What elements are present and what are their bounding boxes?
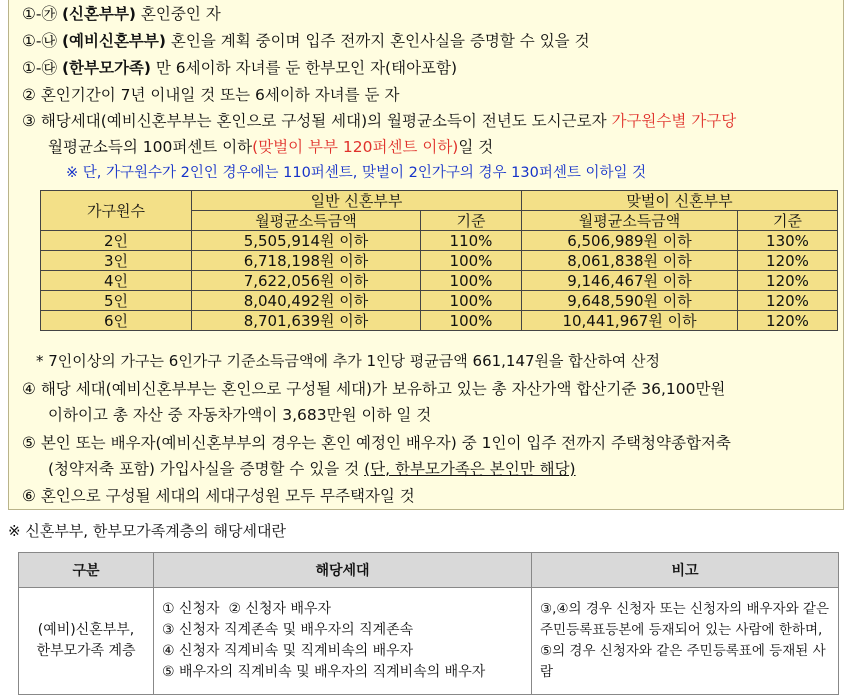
criterion-savings-cont: (청약저축 포함) 가입사실을 증명할 수 있을 것 (단, 한부모가족은 본인만 해당): [48, 460, 576, 478]
col-category: 구분: [19, 553, 154, 588]
col-general: 일반 신혼부부: [192, 191, 522, 211]
col-general-standard: 기준: [421, 211, 522, 231]
criterion-income: ③ 해당세대(예비신혼부부는 혼인으로 구성될 세대)의 월평균소득이 전년도 도시근로자 가구원수별 가구당: [22, 112, 737, 130]
col-members: 가구원수: [41, 191, 192, 231]
household-note: ※ 신혼부부, 한부모가족계층의 해당세대란: [8, 522, 286, 540]
category-cell: (예비)신혼부부, 한부모가족 계층: [19, 588, 154, 695]
list-item: ④ 신청자 직계비속 및 직계비속의 배우자: [162, 643, 414, 659]
table-row: 3인 6,718,198원 이하 100% 8,061,838원 이하 120%: [41, 251, 838, 271]
income-exception-note: ※ 단, 가구원수가 2인인 경우에는 110퍼센트, 맞벌이 2인가구의 경우 130퍼센트 이하일 것: [66, 165, 647, 181]
household-table: [18, 552, 839, 695]
col-general-amount: 월평균소득금액: [192, 211, 421, 231]
col-dual-amount: 월평균소득금액: [522, 211, 738, 231]
income-table: [40, 190, 838, 331]
criterion-engaged: ①-㉯ (예비신혼부부) 혼인을 계획 중이며 입주 전까지 혼인사실을 증명할 수 있을 것: [22, 32, 590, 50]
criterion-savings: ⑤ 본인 또는 배우자(예비신혼부부의 경우는 혼인 예정인 배우자) 중 1인이 입주 전까지 주택청약종합저축: [22, 434, 731, 452]
table-row: 4인 7,622,056원 이하 100% 9,146,467원 이하 120%: [41, 271, 838, 291]
col-dual-standard: 기준: [738, 211, 838, 231]
criterion-single-parent: ①-㉰ (한부모가족) 만 6세이하 자녀를 둔 한부모인 자(태아포함): [22, 59, 458, 77]
list-item: ③ 신청자 직계존속 및 배우자의 직계존속: [162, 622, 414, 638]
remark-cell: ③,④의 경우 신청자 또는 신청자의 배우자와 같은 주민등록표등본에 등재되어 있는 사람에 한하며, ⑤의 경우 신청자와 같은 주민등록표에 등재된 사람: [532, 588, 839, 695]
table-row: 2인 5,505,914원 이하 110% 6,506,989원 이하 130%: [41, 231, 838, 251]
criterion-income-cont: 월평균소득의 100퍼센트 이하(맞벌이 부부 120퍼센트 이하)일 것: [48, 138, 494, 156]
table-row: 6인 8,701,639원 이하 100% 10,441,967원 이하 120%: [41, 311, 838, 331]
list-item: ⑤ 배우자의 직계비속 및 배우자의 직계비속의 배우자: [162, 664, 486, 680]
seven-plus-note: * 7인이상의 가구는 6인가구 기준소득금액에 추가 1인당 평균금액 661,147원을 합산하여 산정: [36, 352, 661, 370]
criterion-homeless: ⑥ 혼인으로 구성될 세대의 세대구성원 모두 무주택자일 것: [22, 487, 415, 505]
col-household: 해당세대: [154, 553, 532, 588]
criterion-assets: ④ 해당 세대(예비신혼부부는 혼인으로 구성될 세대)가 보유하고 있는 총 자산가액 합산기준 36,100만원: [22, 380, 726, 398]
criterion-marriage-period: ② 혼인기간이 7년 이내일 것 또는 6세이하 자녀를 둔 자: [22, 86, 400, 104]
col-remark: 비고: [532, 553, 839, 588]
col-dual: 맞벌이 신혼부부: [522, 191, 838, 211]
list-item: ① 신청자 ② 신청자 배우자: [162, 601, 332, 617]
criterion-newlyweds: ①-㉮ (신혼부부) 혼인중인 자: [22, 5, 221, 23]
table-row: 5인 8,040,492원 이하 100% 9,648,590원 이하 120%: [41, 291, 838, 311]
criterion-assets-cont: 이하이고 총 자산 중 자동차가액이 3,683만원 이하 일 것: [48, 406, 432, 424]
household-items-cell: [154, 588, 532, 695]
